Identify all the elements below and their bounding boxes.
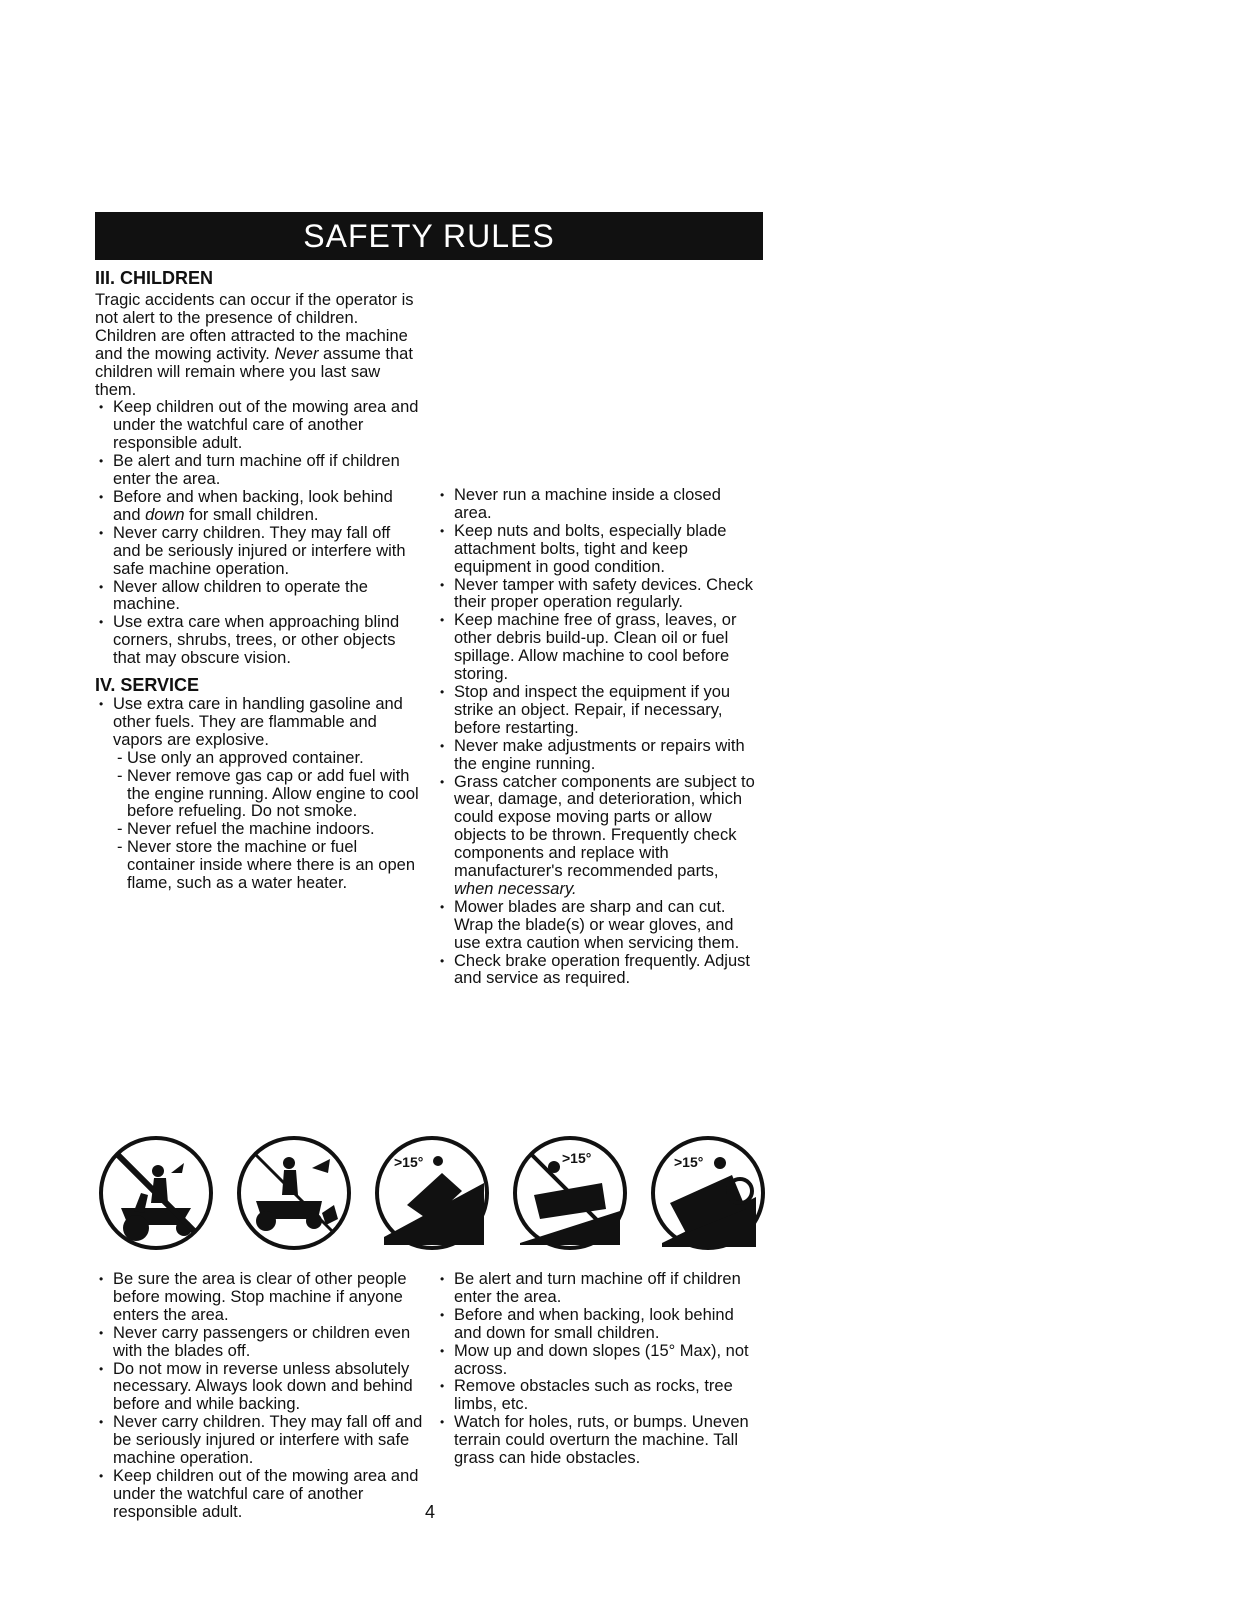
dash-mark: - bbox=[117, 748, 123, 767]
sub-item bbox=[95, 839, 420, 893]
list-item: • Never tamper with safety devices. Check their proper operation regularly. bbox=[436, 577, 761, 613]
list-item: • Never allow children to operate the machine. bbox=[95, 579, 420, 615]
slope-label: >15° bbox=[394, 1154, 424, 1170]
slope-label: >15° bbox=[674, 1154, 704, 1170]
right-column bbox=[436, 487, 761, 988]
dash-mark: - bbox=[117, 766, 123, 785]
children-list bbox=[95, 399, 420, 668]
list-item: • Mower blades are sharp and can cut. Wrap the blade(s) or wear gloves, and use extra caution when servicing them. bbox=[436, 899, 761, 953]
bottom-left-column bbox=[95, 1271, 425, 1522]
service-list bbox=[95, 696, 420, 893]
list-item: • Use extra care in handling gasoline and other fuels. They are flammable and vapors are explosive. bbox=[95, 696, 420, 750]
slope-label: >15° bbox=[562, 1150, 592, 1166]
left-column bbox=[95, 267, 420, 893]
right-list bbox=[436, 487, 761, 988]
list-item: • Never carry children. They may fall off and be seriously injured or interfere with safe machine operation. bbox=[95, 525, 420, 579]
list-item: • Be alert and turn machine off if children enter the area. bbox=[436, 1271, 764, 1307]
item-italic: when necessary. bbox=[454, 879, 577, 898]
list-item bbox=[436, 774, 761, 899]
list-item: • Stop and inspect the equipment if you strike an object. Repair, if necessary, before restarting. bbox=[436, 684, 761, 738]
safety-rules-banner: SAFETY RULES bbox=[95, 212, 763, 260]
list-item: • Check brake operation frequently. Adjust and service as required. bbox=[436, 953, 761, 989]
list-item: • Before and when backing, look behind and down for small children. bbox=[436, 1307, 764, 1343]
list-item: • Mow up and down slopes (15° Max), not across. bbox=[436, 1343, 764, 1379]
children-heading: III. CHILDREN bbox=[95, 268, 214, 288]
intro-text-end: assume that children will remain where you last saw them. bbox=[95, 344, 413, 399]
list-item: • Never carry passengers or children even with the blades off. bbox=[95, 1325, 425, 1361]
list-item: • Never carry children. They may fall off and be seriously injured or interfere with safe machine operation. bbox=[95, 1414, 425, 1468]
item-italic: down bbox=[145, 505, 185, 524]
slope-over-icon bbox=[648, 1133, 768, 1253]
intro-italic: Never bbox=[274, 344, 319, 363]
list-item: • Keep children out of the mowing area and under the watchful care of another responsible adult. bbox=[95, 399, 420, 453]
item-text-end: for small children. bbox=[184, 505, 319, 524]
list-item: • Be sure the area is clear of other people before mowing. Stop machine if anyone enters the area. bbox=[95, 1271, 425, 1325]
slope-across-icon bbox=[510, 1133, 630, 1253]
list-item: • Be alert and turn machine off if children enter the area. bbox=[95, 453, 420, 489]
sub-item-text: Never store the machine or fuel container inside where there is an open flame, such as a water heater. bbox=[127, 838, 416, 893]
no-passengers-icon bbox=[234, 1133, 354, 1253]
no-riders-icon bbox=[96, 1133, 216, 1253]
list-item bbox=[95, 489, 420, 525]
bottom-left-list bbox=[95, 1271, 425, 1522]
list-item: • Use extra care when approaching blind corners, shrubs, trees, or other objects that may obscure vision. bbox=[95, 614, 420, 668]
sub-item-text: Never remove gas cap or add fuel with the engine running. Allow engine to cool before refueling. Do not smoke. bbox=[127, 766, 419, 821]
dash-mark: - bbox=[117, 820, 123, 839]
list-item: • Keep children out of the mowing area and under the watchful care of another responsible adult. bbox=[95, 1468, 425, 1522]
list-item: • Keep nuts and bolts, especially blade attachment bolts, tight and keep equipment in good condition. bbox=[436, 523, 761, 577]
sub-item-text: Use only an approved container. bbox=[127, 748, 364, 767]
sub-item-text: Never refuel the machine indoors. bbox=[127, 820, 375, 839]
list-item: • Remove obstacles such as rocks, tree limbs, etc. bbox=[436, 1378, 764, 1414]
item-text: Before and when backing, look behind and bbox=[113, 487, 393, 524]
sub-item bbox=[95, 821, 420, 839]
service-heading: IV. SERVICE bbox=[95, 675, 200, 696]
list-item: • Never run a machine inside a closed area. bbox=[436, 487, 761, 523]
intro-text: Tragic accidents can occur if the operator is not alert to the presence of children. Children are often attracted to the machine and the mowing activity. bbox=[95, 291, 414, 363]
sub-item bbox=[95, 768, 420, 822]
page-number: 4 bbox=[425, 1502, 436, 1522]
list-item: • Never make adjustments or repairs with the engine running. bbox=[436, 738, 761, 774]
list-item: • Do not mow in reverse unless absolutely necessary. Always look down and behind before and while backing. bbox=[95, 1361, 425, 1415]
slope-up-icon bbox=[372, 1133, 492, 1253]
bottom-right-column bbox=[436, 1271, 764, 1468]
item-text: Grass catcher components are subject to wear, damage, and deterioration, which could expose moving parts or allow objects to be thrown. Frequently check components and replace with manufacturer's recommended parts, bbox=[454, 772, 755, 881]
dash-mark: - bbox=[117, 838, 123, 857]
safety-icons-row bbox=[96, 1133, 766, 1253]
list-item: • Watch for holes, ruts, or bumps. Uneven terrain could overturn the machine. Tall grass can hide obstacles. bbox=[436, 1414, 764, 1468]
bottom-right-list bbox=[436, 1271, 764, 1468]
children-intro bbox=[95, 292, 420, 399]
sub-item bbox=[95, 750, 420, 768]
list-item: • Keep machine free of grass, leaves, or other debris build-up. Clean oil or fuel spillage. Allow machine to cool before storing. bbox=[436, 612, 761, 684]
